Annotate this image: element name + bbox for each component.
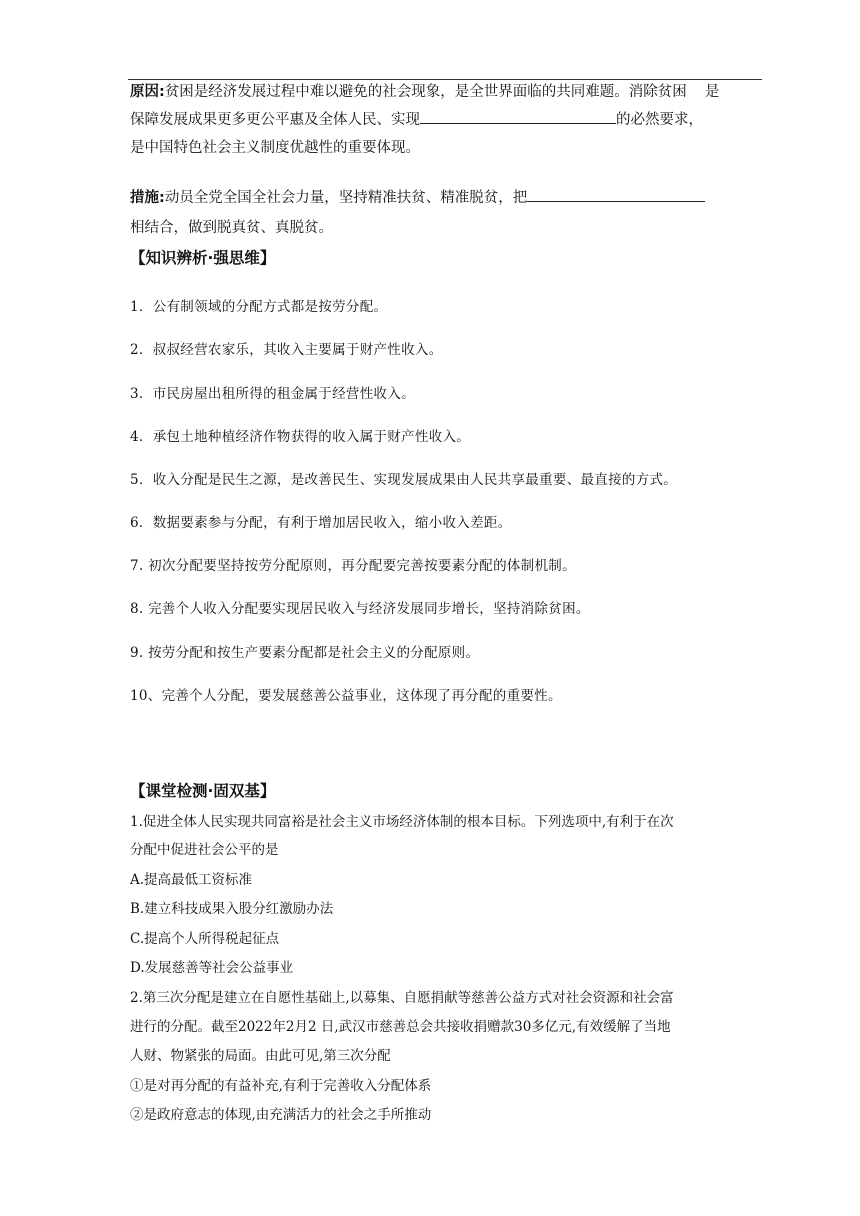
measure-text-1: 动员全党全国全社会力量，坚持精准扶贫、精准脱贫，把 <box>164 190 528 206</box>
reason-line-1 <box>130 80 770 104</box>
analysis-item-5: 5．收入分配是民生之源，是改善民生、实现发展成果由人民共享最重要、最直接的方式。 <box>130 472 678 488</box>
analysis-item-9: 9. 按劳分配和按生产要素分配都是社会主义的分配原则。 <box>130 645 480 661</box>
question-2-line-2: 进行的分配。截至2022年2月2 日,武汉市慈善总会共接收捐赠款30多亿元,有效缓解了当地 <box>130 1019 671 1035</box>
question-1-option-c: C.提高个人所得税起征点 <box>130 931 280 947</box>
measure-line-1 <box>130 186 770 210</box>
question-2-line-1: 2.第三次分配是建立在自愿性基础上,以募集、自愿捐献等慈善公益方式对社会资源和社会富 <box>130 990 674 1006</box>
question-1-line-2: 分配中促进社会公平的是 <box>130 842 279 858</box>
question-2-option-1: ①是对再分配的有益补充,有利于完善收入分配体系 <box>130 1078 432 1094</box>
analysis-item-6: 6．数据要素参与分配，有利于增加居民收入，缩小收入差距。 <box>130 515 512 531</box>
reason-line-3: 是中国特色社会主义制度优越性的重要体现。 <box>130 140 420 156</box>
analysis-item-1: 1．公有制领域的分配方式都是按劳分配。 <box>130 299 388 315</box>
reason-text-2: 保障发展成果更多更公平惠及全体人民、实现 <box>130 112 420 128</box>
reason-line-2 <box>130 108 770 132</box>
question-2-line-3: 人财、物紧张的局面。由此可见,第三次分配 <box>130 1048 391 1064</box>
question-2-option-2: ②是政府意志的体现,由充满活力的社会之手所推动 <box>130 1107 432 1123</box>
question-1-option-d: D.发展慈善等社会公益事业 <box>130 960 294 976</box>
analysis-item-8: 8. 完善个人收入分配要实现居民收入与经济发展同步增长，坚持消除贫困。 <box>130 601 590 617</box>
reason-text-1-tail: 是 <box>704 84 720 100</box>
reason-block <box>130 80 770 160</box>
question-1-line-1: 1.促进全体人民实现共同富裕是社会主义市场经济体制的根本目标。下列选项中,有利于在次 <box>130 814 674 830</box>
measure-label: 措施: <box>130 190 165 206</box>
measure-block <box>130 186 770 240</box>
reason-blank[interactable] <box>420 108 616 124</box>
reason-label: 原因: <box>130 84 165 100</box>
analysis-item-2: 2．叔叔经营农家乐，其收入主要属于财产性收入。 <box>130 342 443 358</box>
analysis-item-4: 4．承包土地种植经济作物获得的收入属于财产性收入。 <box>130 429 471 445</box>
measure-blank[interactable] <box>527 186 705 202</box>
measure-line-2: 相结合，做到脱真贫、真脱贫。 <box>130 220 333 236</box>
reason-text-2-after: 的必然要求， <box>616 112 703 128</box>
analysis-item-3: 3．市民房屋出租所得的租金属于经营性收入。 <box>130 386 415 402</box>
test-heading: 【课堂检测·固双基】 <box>130 782 276 800</box>
analysis-item-7: 7. 初次分配要坚持按劳分配原则，再分配要完善按要素分配的体制机制。 <box>130 558 576 574</box>
analysis-item-10: 10、完善个人分配，要发展慈善公益事业，这体现了再分配的重要性。 <box>130 688 562 704</box>
question-1-option-b: B.建立科技成果入股分红激励办法 <box>130 901 334 917</box>
analysis-heading: 【知识辨析·强思维】 <box>130 249 276 267</box>
reason-text-1: 贫困是经济发展过程中难以避免的社会现象，是全世界面临的共同难题。消除贫困 <box>164 84 687 100</box>
question-1-option-a: A.提高最低工资标准 <box>130 872 253 888</box>
